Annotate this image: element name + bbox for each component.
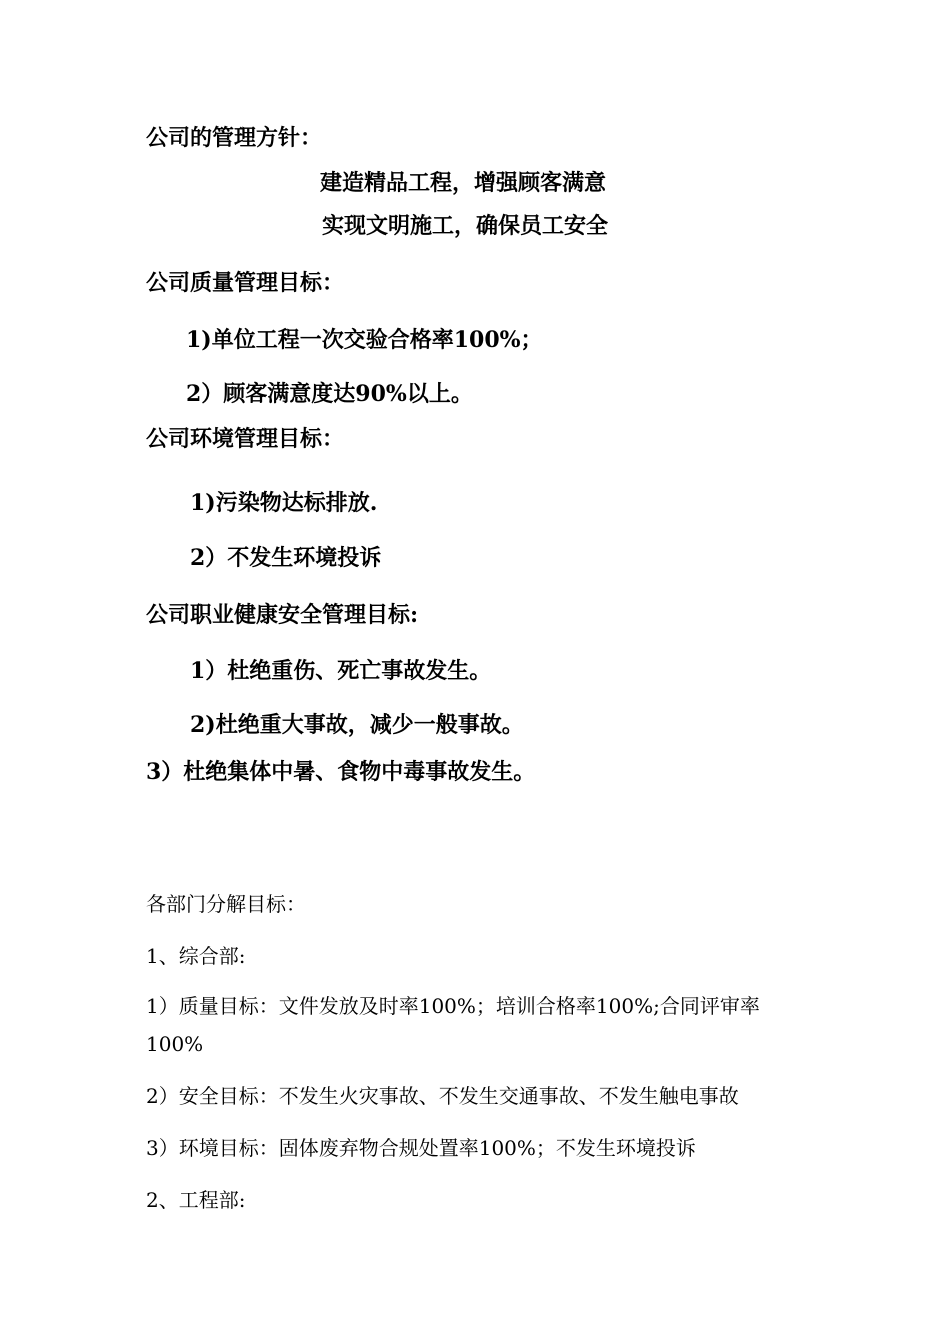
department-general-environment: 3）环境目标：固体废弃物合规处置率100%；不发生环境投诉	[146, 1136, 696, 1160]
safety-item-1: 1）杜绝重伤、死亡事故发生。	[190, 658, 492, 684]
safety-heading: 公司职业健康安全管理目标:	[146, 602, 419, 628]
environment-item-2: 2）不发生环境投诉	[190, 545, 382, 571]
department-general-quality-line-2: 100%	[146, 1032, 204, 1056]
policy-heading: 公司的管理方针：	[146, 125, 323, 151]
safety-item-2: 2)杜绝重大事故，减少一般事故。	[190, 712, 524, 738]
department-engineering-title: 2、工程部:	[146, 1188, 246, 1212]
department-general-title: 1、综合部:	[146, 944, 246, 968]
policy-line-2: 实现文明施工，确保员工安全	[322, 213, 609, 239]
departments-heading: 各部门分解目标：	[146, 892, 306, 916]
department-general-safety: 2）安全目标：不发生火灾事故、不发生交通事故、不发生触电事故	[146, 1084, 739, 1108]
quality-heading: 公司质量管理目标：	[146, 270, 345, 296]
environment-heading: 公司环境管理目标：	[146, 426, 345, 452]
safety-item-3: 3）杜绝集体中暑、食物中毒事故发生。	[146, 759, 536, 785]
quality-item-1: 1)单位工程一次交验合格率100%；	[186, 327, 543, 353]
quality-item-2: 2）顾客满意度达90%以上。	[186, 381, 473, 407]
policy-line-1: 建造精品工程，增强顾客满意	[320, 170, 607, 196]
environment-item-1: 1)污染物达标排放.	[190, 490, 378, 516]
department-general-quality-line-1: 1）质量目标：文件发放及时率100%；培训合格率100%;合同评审率	[146, 994, 760, 1018]
